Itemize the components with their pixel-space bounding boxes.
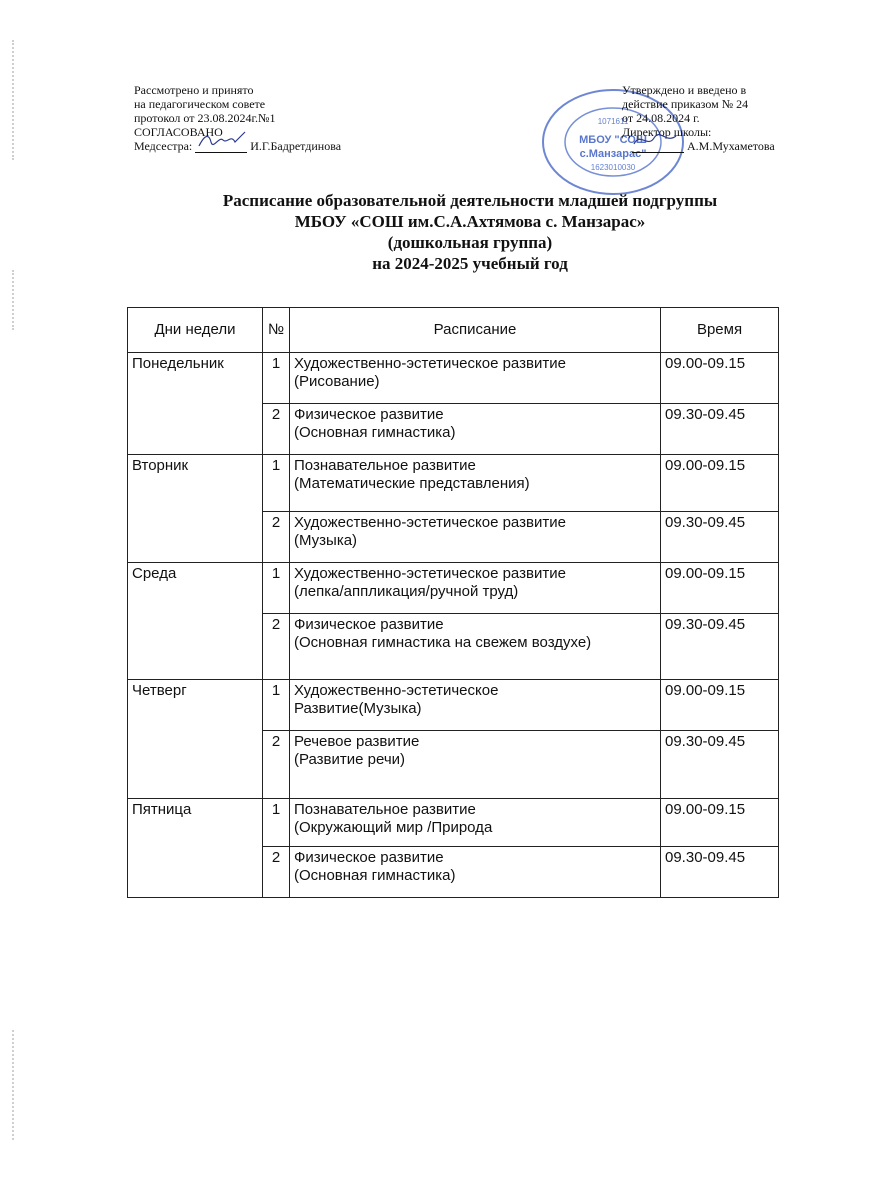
lesson-num: 1 <box>263 563 290 614</box>
lesson-cell <box>290 847 661 898</box>
lesson-num: 2 <box>263 404 290 455</box>
approval-left-line2: на педагогическом совете <box>134 97 266 111</box>
lesson-subject: Художественно-эстетическое развитие <box>294 355 566 372</box>
day-cell: Пятница <box>128 799 263 898</box>
lesson-cell <box>290 455 661 512</box>
lesson-subject: Физическое развитие <box>294 616 444 633</box>
lesson-time: 09.30-09.45 <box>661 847 779 898</box>
table-row <box>128 799 779 847</box>
stamp-center-line1: МБОУ "СОШ <box>579 134 647 146</box>
approval-left-line4: СОГЛАСОВАНО <box>134 125 223 139</box>
day-cell: Понедельник <box>128 353 263 455</box>
lesson-detail: (Музыка) <box>294 532 358 549</box>
lesson-subject: Речевое развитие <box>294 733 420 750</box>
day-cell: Среда <box>128 563 263 680</box>
lesson-num: 1 <box>263 353 290 404</box>
lesson-time: 09.30-09.45 <box>661 614 779 680</box>
lesson-cell <box>290 614 661 680</box>
lesson-subject: Физическое развитие <box>294 849 444 866</box>
title-line4: на 2024-2025 учебный год <box>372 254 568 273</box>
lesson-num: 2 <box>263 614 290 680</box>
lesson-detail: (Окружающий мир /Природа <box>294 819 493 836</box>
day-cell: Четверг <box>128 680 263 799</box>
lesson-cell <box>290 512 661 563</box>
lesson-detail: Развитие(Музыка) <box>294 700 422 717</box>
nurse-label: Медсестра: <box>134 139 193 153</box>
lesson-cell <box>290 799 661 847</box>
lesson-cell <box>290 404 661 455</box>
lesson-detail: (лепка/аппликация/ручной труд) <box>294 583 519 600</box>
lesson-num: 2 <box>263 847 290 898</box>
approval-right-line1: Утверждено и введено в <box>622 83 747 97</box>
nurse-signature-line <box>134 139 341 153</box>
lesson-cell <box>290 353 661 404</box>
approval-left-block <box>134 83 341 153</box>
approval-left-line3: протокол от 23.08.2024г.№1 <box>134 111 276 125</box>
header-num: № <box>263 308 290 353</box>
director-signature <box>632 142 684 153</box>
schedule-table <box>127 307 779 898</box>
lesson-detail: (Основная гимнастика на свежем воздухе) <box>294 634 592 651</box>
table-row <box>128 353 779 404</box>
lesson-cell <box>290 680 661 731</box>
title-line2: МБОУ «СОШ им.С.А.Ахтямова с. Манзарас» <box>294 212 646 231</box>
lesson-num: 1 <box>263 680 290 731</box>
lesson-time: 09.30-09.45 <box>661 731 779 799</box>
lesson-cell <box>290 731 661 799</box>
table-row <box>128 680 779 731</box>
lesson-time: 09.00-09.15 <box>661 353 779 404</box>
stamp-number-bottom: 1623010030 <box>590 163 636 172</box>
director-signature-line <box>622 139 775 153</box>
signature-scribble-icon <box>632 130 684 150</box>
header-time: Время <box>661 308 779 353</box>
nurse-name: И.Г.Бадретдинова <box>250 139 342 153</box>
document-title <box>100 190 840 274</box>
director-name: А.М.Мухаметова <box>687 139 775 153</box>
lesson-time: 09.00-09.15 <box>661 680 779 731</box>
approval-right-block <box>622 83 775 153</box>
lesson-detail: (Основная гимнастика) <box>294 867 456 884</box>
approval-right-line3: от 24.08.2024 г. <box>622 111 700 125</box>
day-cell: Вторник <box>128 455 263 563</box>
header-schedule: Расписание <box>290 308 661 353</box>
approval-left-line1: Рассмотрено и принято <box>134 83 254 97</box>
lesson-time: 09.00-09.15 <box>661 455 779 512</box>
lesson-detail: (Рисование) <box>294 373 380 390</box>
lesson-subject: Физическое развитие <box>294 406 444 423</box>
lesson-subject: Художественно-эстетическое <box>294 682 499 699</box>
scan-margin-dots <box>12 1030 18 1140</box>
table-header-row <box>128 308 779 353</box>
approval-right-line2: действие приказом № 24 <box>622 97 749 111</box>
lesson-subject: Художественно-эстетическое развитие <box>294 514 566 531</box>
header-day: Дни недели <box>128 308 263 353</box>
signature-scribble-icon <box>195 130 247 150</box>
title-line3: (дошкольная группа) <box>387 233 553 252</box>
lesson-subject: Познавательное развитие <box>294 801 476 818</box>
table-row <box>128 455 779 512</box>
lesson-detail: (Развитие речи) <box>294 751 406 768</box>
nurse-signature <box>195 142 247 153</box>
lesson-subject: Художественно-эстетическое развитие <box>294 565 566 582</box>
lesson-num: 2 <box>263 731 290 799</box>
scan-margin-dots <box>12 40 18 160</box>
approval-right-line4: Директор школы: <box>622 125 712 139</box>
lesson-cell <box>290 563 661 614</box>
lesson-time: 09.30-09.45 <box>661 512 779 563</box>
lesson-num: 1 <box>263 799 290 847</box>
lesson-num: 2 <box>263 512 290 563</box>
lesson-num: 1 <box>263 455 290 512</box>
lesson-time: 09.00-09.15 <box>661 799 779 847</box>
stamp-number-top: 1071611 <box>597 117 629 126</box>
table-row <box>128 563 779 614</box>
lesson-detail: (Математические представления) <box>294 475 530 492</box>
title-line1: Расписание образовательной деятельности младшей подгруппы <box>222 191 718 210</box>
lesson-time: 09.00-09.15 <box>661 563 779 614</box>
lesson-detail: (Основная гимнастика) <box>294 424 456 441</box>
stamp-center-line2: с.Манзарас" <box>579 148 647 160</box>
scan-margin-dots <box>12 270 18 330</box>
lesson-subject: Познавательное развитие <box>294 457 476 474</box>
lesson-time: 09.30-09.45 <box>661 404 779 455</box>
